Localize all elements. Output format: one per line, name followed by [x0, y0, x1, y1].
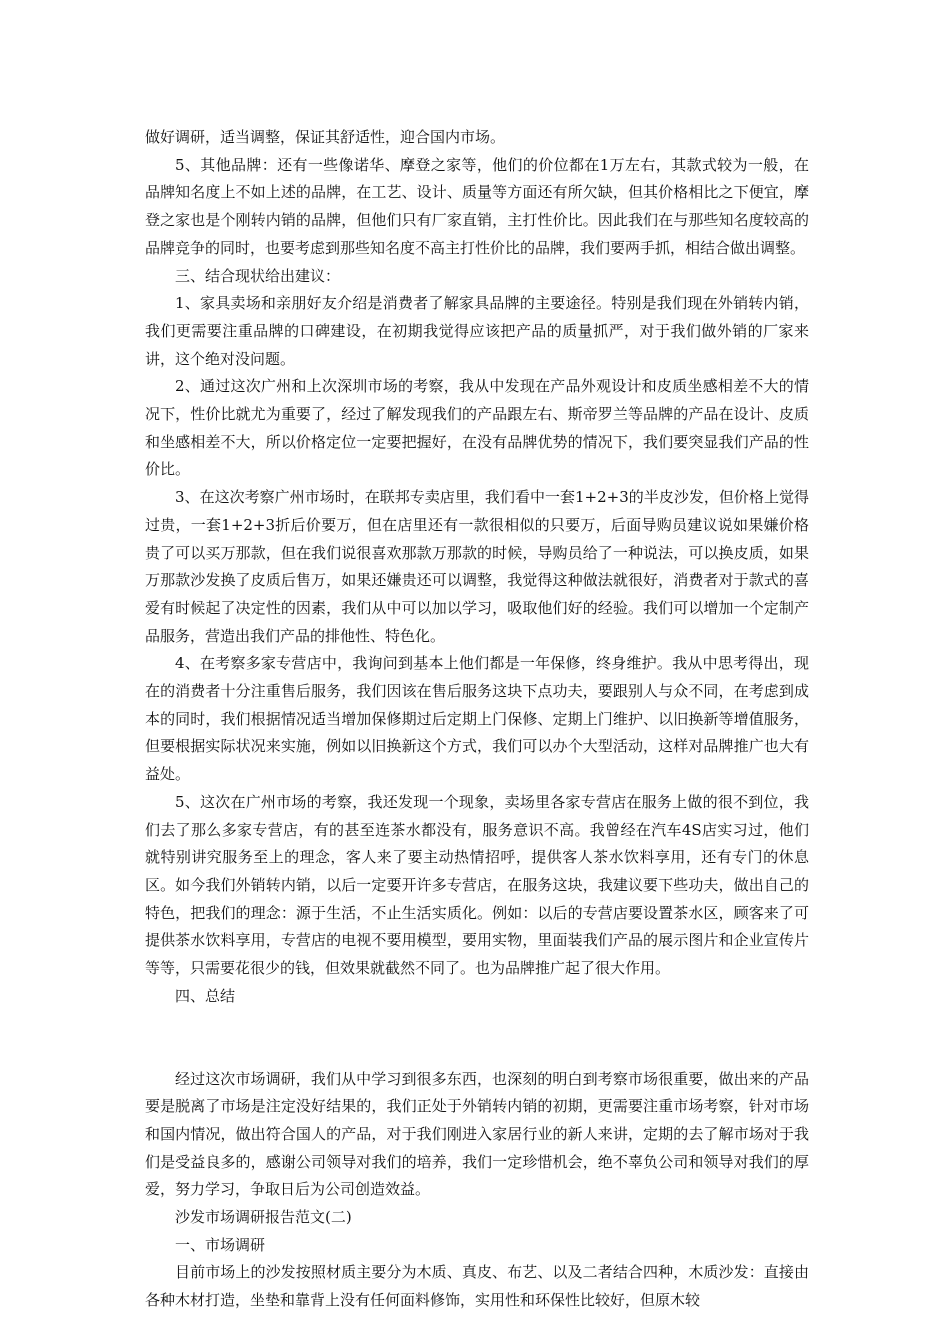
paragraph: 2、通过这次广州和上次深圳市场的考察，我从中发现在产品外观设计和皮质坐感相差不大的情况下，性价比就尤为重要了，经过了解发现我们的产品跟左右、斯帝罗兰等品牌的产品在设计、皮质和坐感相差不大，所以价格定位一定要把握好，在没有品牌优势的情况下，我们要突显我们产品的性价比。 — [145, 377, 809, 479]
document-body — [145, 124, 809, 1315]
section-heading: 四、总结 — [175, 986, 236, 1005]
paragraph: 目前市场上的沙发按照材质主要分为木质、真皮、布艺、以及二者结合四种，木质沙发：直接由各种木材打造，坐垫和靠背上没有任何面料修饰，实用性和环保性比较好，但原木较 — [145, 1263, 809, 1310]
paragraph: 4、在考察多家专营店中，我询问到基本上他们都是一年保修，终身维护。我从中思考得出，现在的消费者十分注重售后服务，我们因该在售后服务这块下点功夫，要跟别人与众不同，在考虑到成本的同时，我们根据情况适当增加保修期过后定期上门保修、定期上门维护、以旧换新等增值服务，但要根据实际状况来实施，例如以旧换新这个方式，我们可以办个大型活动，这样对品牌推广也大有益处。 — [145, 654, 809, 784]
blank-spacer — [145, 1011, 809, 1066]
paragraph: 做好调研，适当调整，保证其舒适性，迎合国内市场。 — [145, 128, 506, 146]
paragraph: 5、其他品牌：还有一些像诺华、摩登之家等，他们的价位都在1万左右，其款式较为一般，在品牌知名度上不如上述的品牌，在工艺、设计、质量等方面还有所欠缺，但其价格相比之下便宜，摩登之家也是个刚转内销的品牌，但他们只有厂家直销，主打性价比。因此我们在与那些知名度较高的品牌竞争的同时，也要考虑到那些知名度不高主打性价比的品牌，我们要两手抓，相结合做出调整。 — [145, 155, 809, 257]
section-heading: 一、市场调研 — [175, 1235, 266, 1254]
paragraph: 3、在这次考察广州市场时，在联邦专卖店里，我们看中一套1+2+3的半皮沙发，但价格上觉得过贵，一套1+2+3折后价要万，但在店里还有一款很相似的只要万，后面导购员建议说如果嫌价格贵了可以买万那款，但在我们说很喜欢那款万那款的时候，导购员给了一种说法，可以换皮质，如果万那款沙发换了皮质后售万，如果还嫌贵还可以调整，我觉得这种做法就很好，消费者对于款式的喜爱有时候起了决定性的因素，我们从中可以加以学习，吸取他们好的经验。我们可以增加一个定制产品服务，营造出我们产品的排他性、特色化。 — [145, 488, 809, 645]
paragraph: 5、这次在广州市场的考察，我还发现一个现象，卖场里各家专营店在服务上做的很不到位，我们去了那么多家专营店，有的甚至连茶水都没有，服务意识不高。我曾经在汽车4S店实习过，他们就特别讲究服务至上的理念，客人来了要主动热情招呼，提供客人茶水饮料享用，还有专门的休息区。如今我们外销转内销，以后一定要开许多专营店，在服务这块，我建议要下些功夫，做出自己的特色，把我们的理念：源于生活，不止生活实质化。例如：以后的专营店要设置茶水区，顾客来了可提供茶水饮料享用，专营店的电视不要用模型，要用实物，里面装我们产品的展示图片和企业宣传片等等，只需要花很少的钱，但效果就截然不同了。也为品牌推广起了很大作用。 — [145, 792, 809, 978]
section-heading: 三、结合现状给出建议： — [175, 266, 341, 285]
paragraph: 1、家具卖场和亲朋好友介绍是消费者了解家具品牌的主要途径。特别是我们现在外销转内销，我们更需要注重品牌的口碑建设，在初期我觉得应该把产品的质量抓严，对于我们做外销的厂家来讲，这个绝对没问题。 — [145, 294, 809, 368]
paragraph: 经过这次市场调研，我们从中学习到很多东西，也深刻的明白到考察市场很重要，做出来的产品要是脱离了市场是注定没好结果的，我们正处于外销转内销的初期，更需要注重市场考察，针对市场和国内情况，做出符合国人的产品，对于我们刚进入家居行业的新人来讲，定期的去了解市场对于我们是受益良多的，感谢公司领导对我们的培养，我们一定珍惜机会，绝不辜负公司和领导对我们的厚爱，努力学习，争取日后为公司创造效益。 — [145, 1069, 809, 1199]
document-title: 沙发市场调研报告范文(二) — [175, 1208, 352, 1227]
